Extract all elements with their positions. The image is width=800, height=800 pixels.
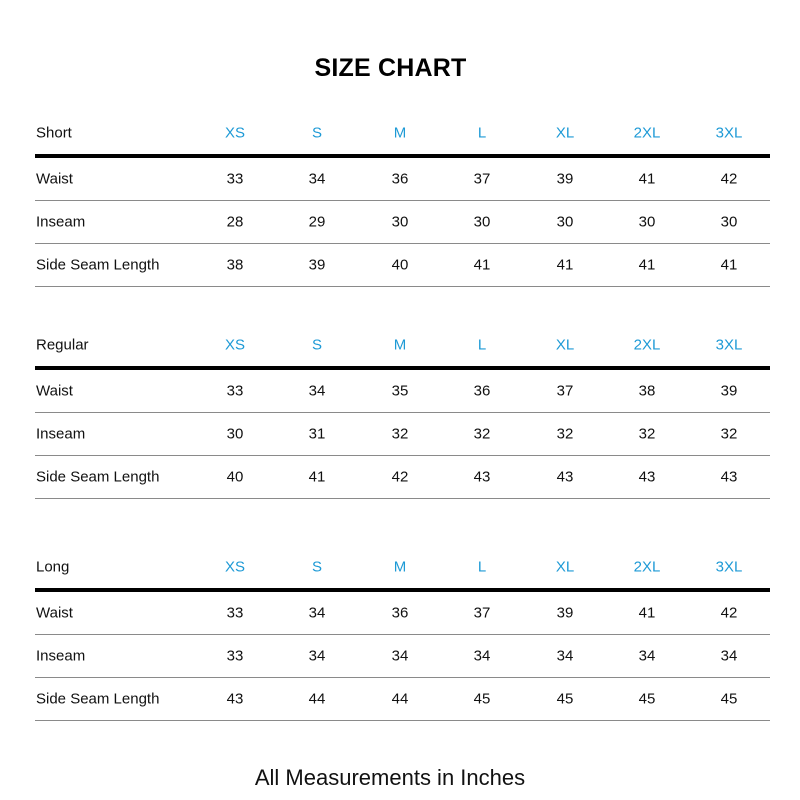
size-header-2xl: 2XL [633, 124, 661, 142]
table-cell: 36 [473, 382, 491, 400]
table-row [35, 592, 770, 635]
table-cell: 34 [638, 647, 656, 665]
size-header-s: S [311, 336, 323, 354]
table-cell: 39 [556, 170, 574, 188]
table-cell: 34 [308, 647, 326, 665]
table-cell: 38 [638, 382, 656, 400]
size-header-2xl: 2XL [633, 336, 661, 354]
table-cell: 42 [720, 170, 738, 188]
section-label: Long [36, 558, 70, 576]
table-cell: 33 [226, 382, 244, 400]
table-cell: 41 [308, 468, 326, 486]
table-row [35, 244, 770, 287]
table-cell: 41 [638, 604, 656, 622]
table-cell: 40 [226, 468, 244, 486]
size-header-l: L [477, 124, 487, 142]
table-cell: 39 [308, 256, 326, 274]
table-row [35, 201, 770, 244]
table-cell: 32 [391, 425, 409, 443]
table-cell: 43 [638, 468, 656, 486]
size-header-3xl: 3XL [715, 558, 743, 576]
table-cell: 45 [638, 690, 656, 708]
table-cell: 43 [473, 468, 491, 486]
table-cell: 39 [720, 382, 738, 400]
table-header-row [35, 318, 770, 370]
table-cell: 44 [308, 690, 326, 708]
table-cell: 41 [473, 256, 491, 274]
size-header-3xl: 3XL [715, 124, 743, 142]
table-row [35, 635, 770, 678]
size-header-3xl: 3XL [715, 336, 743, 354]
size-header-s: S [311, 124, 323, 142]
table-row [35, 413, 770, 456]
size-header-l: L [477, 336, 487, 354]
table-cell: 43 [226, 690, 244, 708]
section-label: Regular [36, 336, 89, 354]
table-cell: 43 [556, 468, 574, 486]
table-cell: 34 [556, 647, 574, 665]
table-cell: 43 [720, 468, 738, 486]
table-cell: 32 [638, 425, 656, 443]
table-cell: 40 [391, 256, 409, 274]
table-cell: 33 [226, 170, 244, 188]
table-row [35, 456, 770, 499]
table-row [35, 370, 770, 413]
table-cell: 37 [473, 170, 491, 188]
size-header-xs: XS [224, 336, 246, 354]
measurement-label: Inseam [36, 213, 86, 231]
size-header-m: M [393, 124, 407, 142]
size-header-xl: XL [555, 124, 575, 142]
page-title: SIZE CHART [314, 54, 467, 82]
size-header-l: L [477, 558, 487, 576]
size-header-m: M [393, 336, 407, 354]
measurement-units-note: All Measurements in Inches [254, 765, 526, 790]
table-header-row [35, 540, 770, 592]
table-cell: 42 [720, 604, 738, 622]
size-header-m: M [393, 558, 407, 576]
measurement-label: Side Seam Length [36, 690, 160, 708]
table-cell: 37 [473, 604, 491, 622]
table-cell: 32 [473, 425, 491, 443]
table-cell: 34 [473, 647, 491, 665]
size-header-xl: XL [555, 558, 575, 576]
size-header-xs: XS [224, 124, 246, 142]
measurement-label: Waist [36, 604, 73, 622]
measurement-label: Waist [36, 382, 73, 400]
table-cell: 45 [556, 690, 574, 708]
table-cell: 41 [720, 256, 738, 274]
table-cell: 30 [556, 213, 574, 231]
table-cell: 36 [391, 604, 409, 622]
table-row [35, 678, 770, 721]
table-cell: 41 [638, 256, 656, 274]
table-cell: 44 [391, 690, 409, 708]
table-cell: 38 [226, 256, 244, 274]
table-cell: 39 [556, 604, 574, 622]
table-cell: 41 [638, 170, 656, 188]
table-cell: 42 [391, 468, 409, 486]
table-cell: 34 [391, 647, 409, 665]
table-cell: 33 [226, 647, 244, 665]
measurement-label: Inseam [36, 647, 86, 665]
table-cell: 45 [473, 690, 491, 708]
table-cell: 35 [391, 382, 409, 400]
size-table-short [35, 106, 770, 287]
table-cell: 30 [638, 213, 656, 231]
measurement-label: Waist [36, 170, 73, 188]
table-cell: 34 [308, 382, 326, 400]
size-table-regular [35, 318, 770, 499]
table-cell: 37 [556, 382, 574, 400]
table-cell: 32 [556, 425, 574, 443]
size-header-xl: XL [555, 336, 575, 354]
size-header-2xl: 2XL [633, 558, 661, 576]
table-cell: 34 [720, 647, 738, 665]
size-header-s: S [311, 558, 323, 576]
table-cell: 30 [226, 425, 244, 443]
table-row [35, 158, 770, 201]
table-cell: 31 [308, 425, 326, 443]
table-cell: 29 [308, 213, 326, 231]
measurement-label: Side Seam Length [36, 256, 160, 274]
table-cell: 32 [720, 425, 738, 443]
table-cell: 33 [226, 604, 244, 622]
table-cell: 30 [473, 213, 491, 231]
measurement-label: Inseam [36, 425, 86, 443]
table-cell: 28 [226, 213, 244, 231]
measurement-label: Side Seam Length [36, 468, 160, 486]
size-table-long [35, 540, 770, 721]
table-cell: 41 [556, 256, 574, 274]
table-cell: 34 [308, 604, 326, 622]
table-cell: 30 [391, 213, 409, 231]
table-cell: 36 [391, 170, 409, 188]
size-header-xs: XS [224, 558, 246, 576]
table-cell: 45 [720, 690, 738, 708]
table-cell: 30 [720, 213, 738, 231]
table-cell: 34 [308, 170, 326, 188]
section-label: Short [36, 124, 72, 142]
table-header-row [35, 106, 770, 158]
